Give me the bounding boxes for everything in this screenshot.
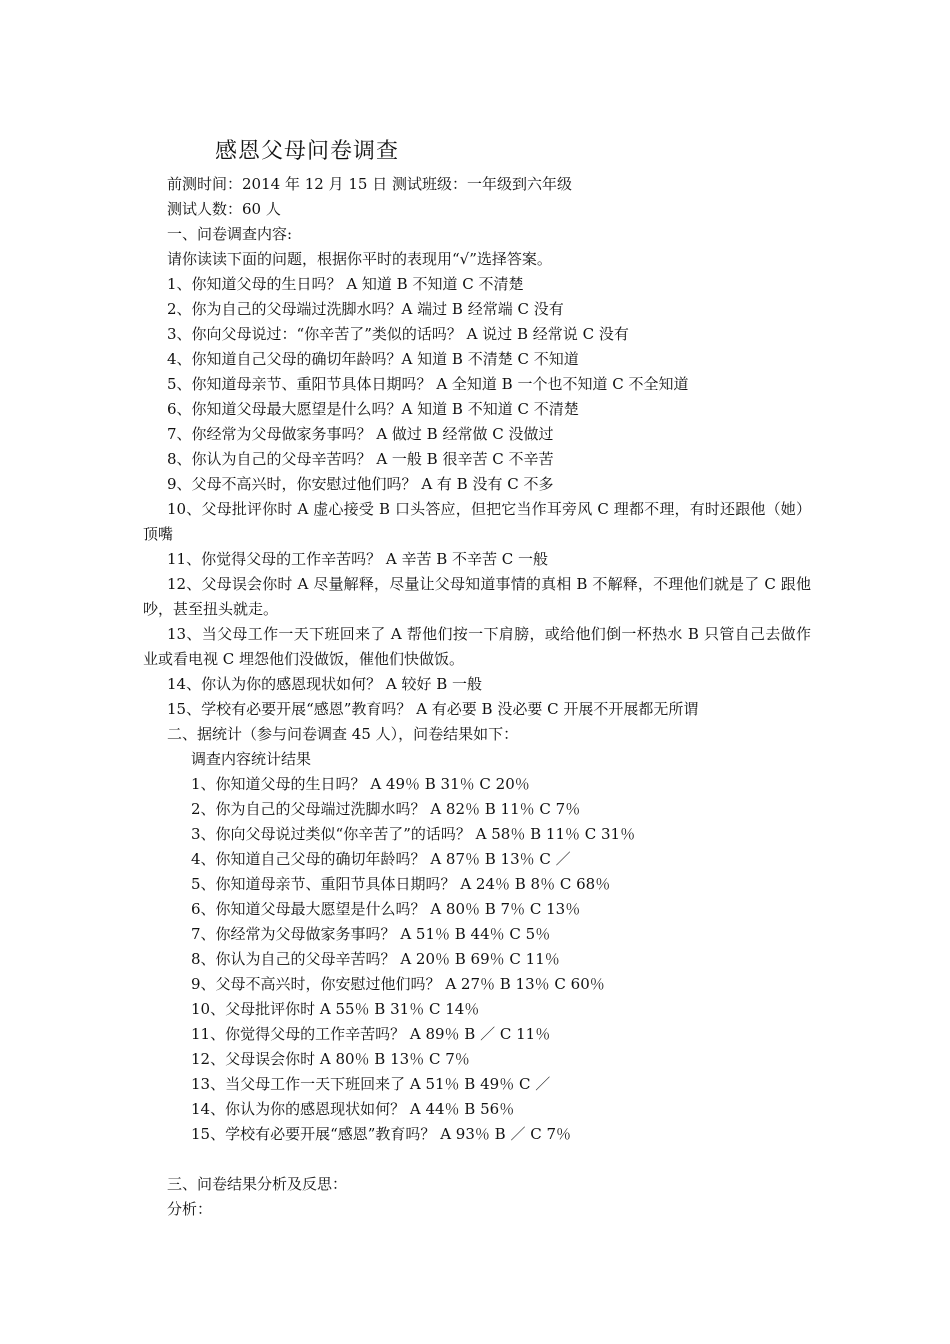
question-9: 9、父母不高兴时，你安慰过他们吗？ A 有 B 没有 C 不多: [167, 475, 554, 493]
question-8: 8、你认为自己的父母辛苦吗？ A 一般 B 很辛苦 C 不辛苦: [167, 450, 554, 468]
test-info-line: 前测时间：2014 年 12 月 15 日 测试班级：一年级到六年级: [167, 175, 572, 193]
question-6: 6、你知道父母最大愿望是什么吗？A 知道 B 不知道 C 不清楚: [167, 400, 579, 418]
question-10: 10、父母批评你时 A 虚心接受 B 口头答应，但把它当作耳旁风 C 理都不理，有时还跟他（她）顶嘴: [143, 500, 811, 543]
section-3-heading: 三、问卷结果分析及反思：: [167, 1175, 348, 1193]
question-12: 12、父母误会你时 A 尽量解释，尽量让父母知道事情的真相 B 不解释，不理他们就是了 C 跟他吵，甚至扭头就走。: [143, 575, 811, 618]
results-subheading: 调查内容统计结果: [191, 750, 312, 768]
result-3: 3、你向父母说过类似“你辛苦了”的话吗？ A 58％ B 11％ C 31％: [191, 825, 636, 843]
result-5: 5、你知道母亲节、重阳节具体日期吗？ A 24％ B 8％ C 68％: [191, 875, 611, 893]
result-11: 11、你觉得父母的工作辛苦吗？ A 89％ B ／ C 11％: [191, 1025, 551, 1043]
question-3: 3、你向父母说过：“你辛苦了”类似的话吗？ A 说过 B 经常说 C 没有: [167, 325, 629, 343]
result-10: 10、父母批评你时 A 55％ B 31％ C 14％: [191, 1000, 480, 1018]
result-4: 4、你知道自己父母的确切年龄吗？ A 87％ B 13％ C ／: [191, 850, 571, 868]
question-7: 7、你经常为父母做家务事吗？ A 做过 B 经常做 C 没做过: [167, 425, 554, 443]
question-11: 11、你觉得父母的工作辛苦吗？ A 辛苦 B 不辛苦 C 一般: [167, 550, 549, 568]
result-14: 14、你认为你的感恩现状如何？ A 44％ B 56％: [191, 1100, 515, 1118]
result-12: 12、父母误会你时 A 80％ B 13％ C 7％: [191, 1050, 470, 1068]
result-15: 15、学校有必要开展“感恩”教育吗？ A 93％ B ／ C 7％: [191, 1125, 571, 1143]
participant-count-line: 测试人数：60 人: [167, 200, 281, 218]
document-title: 感恩父母问卷调查: [215, 139, 400, 164]
result-1: 1、你知道父母的生日吗？ A 49％ B 31％ C 20％: [191, 775, 530, 793]
result-13: 13、当父母工作一天下班回来了 A 51％ B 49％ C ／: [191, 1075, 551, 1093]
instruction-line: 请你读读下面的问题，根据你平时的表现用“√”选择答案。: [167, 250, 552, 268]
result-6: 6、你知道父母最大愿望是什么吗？ A 80％ B 7％ C 13％: [191, 900, 581, 918]
question-4: 4、你知道自己父母的确切年龄吗？A 知道 B 不清楚 C 不知道: [167, 350, 579, 368]
section-1-heading: 一、问卷调查内容:: [167, 225, 293, 243]
question-13: 13、当父母工作一天下班回来了 A 帮他们按一下肩膀，或给他们倒一杯热水 B 只管自己去做作业或看电视 C 埋怨他们没做饭，催他们快做饭。: [143, 625, 811, 668]
blank-line: [143, 1147, 811, 1172]
question-15: 15、学校有必要开展“感恩”教育吗？ A 有必要 B 没必要 C 开展不开展都无所谓: [167, 700, 699, 718]
result-9: 9、父母不高兴时，你安慰过他们吗？ A 27％ B 13％ C 60％: [191, 975, 605, 993]
result-2: 2、你为自己的父母端过洗脚水吗？ A 82％ B 11％ C 7％: [191, 800, 581, 818]
question-1: 1、你知道父母的生日吗？ A 知道 B 不知道 C 不清楚: [167, 275, 524, 293]
question-2: 2、你为自己的父母端过洗脚水吗？A 端过 B 经常端 C 没有: [167, 300, 564, 318]
section-2-heading: 二、据统计（参与问卷调查 45 人），问卷结果如下：: [167, 725, 519, 743]
analysis-label: 分析：: [167, 1200, 213, 1218]
result-8: 8、你认为自己的父母辛苦吗？ A 20％ B 69％ C 11％: [191, 950, 560, 968]
result-7: 7、你经常为父母做家务事吗？ A 51％ B 44％ C 5％: [191, 925, 551, 943]
question-14: 14、你认为你的感恩现状如何？ A 较好 B 一般: [167, 675, 483, 693]
question-5: 5、你知道母亲节、重阳节具体日期吗？ A 全知道 B 一个也不知道 C 不全知道: [167, 375, 689, 393]
document-body: [143, 172, 811, 1222]
